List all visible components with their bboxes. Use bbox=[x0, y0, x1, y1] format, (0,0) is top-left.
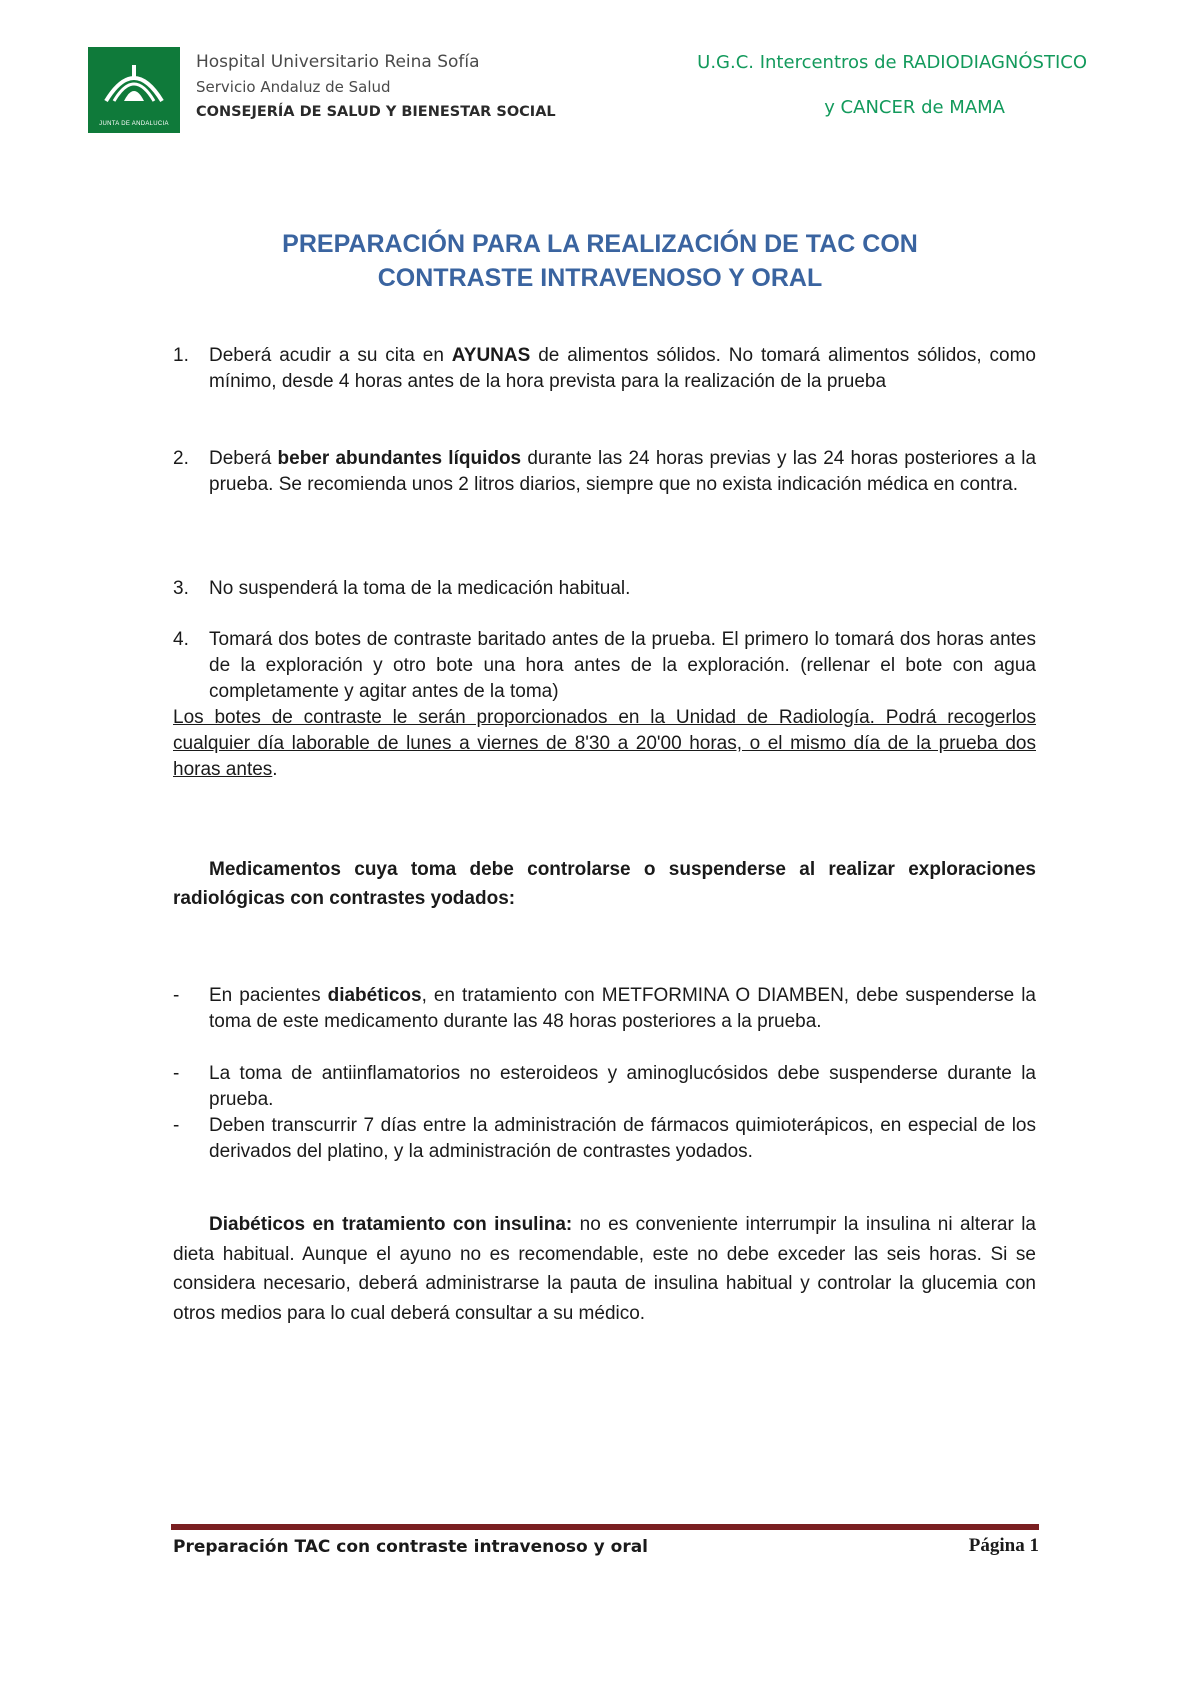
bullet-2-marker: - bbox=[173, 1063, 180, 1084]
item-1-post: de alimentos sólidos. No tomará alimentos sólidos, como mínimo, desde 4 horas antes de la hora prevista para la realización de la prueba bbox=[209, 345, 1036, 392]
health-service: Servicio Andaluz de Salud bbox=[196, 78, 391, 96]
document-title bbox=[120, 227, 1080, 295]
junta-andalucia-logo bbox=[88, 47, 180, 133]
item-2-bold: beber abundantes líquidos bbox=[277, 448, 522, 469]
underlined-note-text: Los botes de contraste le serán proporcionados en la Unidad de Radiología. Podrá recogerlos cualquier día laborable de lunes a viernes de 8'30 a 20'00 horas, o el mismo día de la prueba dos horas antes bbox=[173, 707, 1036, 780]
underlined-note bbox=[173, 705, 1036, 783]
hospital-block bbox=[196, 50, 556, 125]
bullet-3-marker: - bbox=[173, 1115, 180, 1136]
insulin-heading: Diabéticos en tratamiento con insulina: bbox=[209, 1214, 573, 1235]
item-1-bold: AYUNAS bbox=[451, 345, 531, 366]
bullet-3-text: Deben transcurrir 7 días entre la administración de fármacos quimioterápicos, en especial de los derivados del platino, y la administración de contrastes yodados. bbox=[209, 1115, 1036, 1162]
insulin-text: no es conveniente interrumpir la insulina ni alterar la dieta habitual. Aunque el ayuno no es recomendable, este no debe exceder las seis horas. Si se considera necesario, deberá administrarse la pauta de insulina habitual y controlar la glucemia con otros medios para lo cual deberá consultar a su médico. bbox=[173, 1214, 1036, 1324]
bullet-1-pre: En pacientes bbox=[209, 985, 328, 1006]
ministry-name: CONSEJERÍA DE SALUD Y BIENESTAR SOCIAL bbox=[196, 104, 556, 120]
footer-rule bbox=[171, 1524, 1039, 1530]
ugc-block bbox=[697, 52, 1087, 118]
arch-emblem-icon bbox=[102, 57, 166, 111]
item-3-number: 3. bbox=[173, 578, 189, 599]
item-1-text bbox=[209, 343, 1036, 395]
item-1-number: 1. bbox=[173, 345, 189, 366]
footer-title: Preparación TAC con contraste intravenoso y oral bbox=[173, 1537, 648, 1557]
item-2-text bbox=[209, 446, 1036, 498]
underlined-note-end: . bbox=[272, 759, 278, 780]
item-4-text: Tomará dos botes de contraste baritado antes de la prueba. El primero lo tomará dos horas antes de la exploración y otro bote una hora antes de la exploración. (rellenar el bote con agua completamente y agitar antes de la toma) bbox=[209, 629, 1036, 702]
logo-caption: JUNTA DE ANDALUCIA bbox=[99, 121, 169, 127]
insulin-paragraph bbox=[173, 1210, 1036, 1328]
page-number: Página 1 bbox=[968, 1535, 1039, 1556]
item-2-number: 2. bbox=[173, 448, 189, 469]
bullet-1-bold: diabéticos bbox=[327, 985, 422, 1006]
ugc-line-2: y CANCER de MAMA bbox=[824, 97, 1005, 118]
item-3-text: No suspenderá la toma de la medicación habitual. bbox=[209, 578, 631, 599]
hospital-name: Hospital Universitario Reina Sofía bbox=[196, 52, 480, 72]
item-1-pre: Deberá acudir a su cita en bbox=[209, 345, 452, 366]
item-2-pre: Deberá bbox=[209, 448, 278, 469]
bullet-1-post: , en tratamiento con METFORMINA O DIAMBEN, debe suspenderse la toma de este medicamento durante las 48 horas posteriores a la prueba. bbox=[209, 985, 1036, 1032]
item-2-post: durante las 24 horas previas y las 24 horas posteriores a la prueba. Se recomienda unos 2 litros diarios, siempre que no exista indicación médica en contra. bbox=[209, 448, 1037, 495]
bullet-1-marker: - bbox=[173, 985, 180, 1006]
bullet-1-text bbox=[209, 983, 1036, 1035]
title-line-2: CONTRASTE INTRAVENOSO Y ORAL bbox=[377, 264, 823, 292]
ugc-line-1: U.G.C. Intercentros de RADIODIAGNÓSTICO bbox=[697, 52, 1087, 73]
medications-heading: Medicamentos cuya toma debe controlarse o suspenderse al realizar exploraciones radiológicas con contrastes yodados: bbox=[173, 859, 1036, 909]
bullet-2-text: La toma de antiinflamatorios no esteroideos y aminoglucósidos debe suspenderse durante la prueba. bbox=[209, 1063, 1036, 1110]
title-line-1: PREPARACIÓN PARA LA REALIZACIÓN DE TAC CON bbox=[282, 230, 918, 258]
item-4-number: 4. bbox=[173, 629, 189, 650]
